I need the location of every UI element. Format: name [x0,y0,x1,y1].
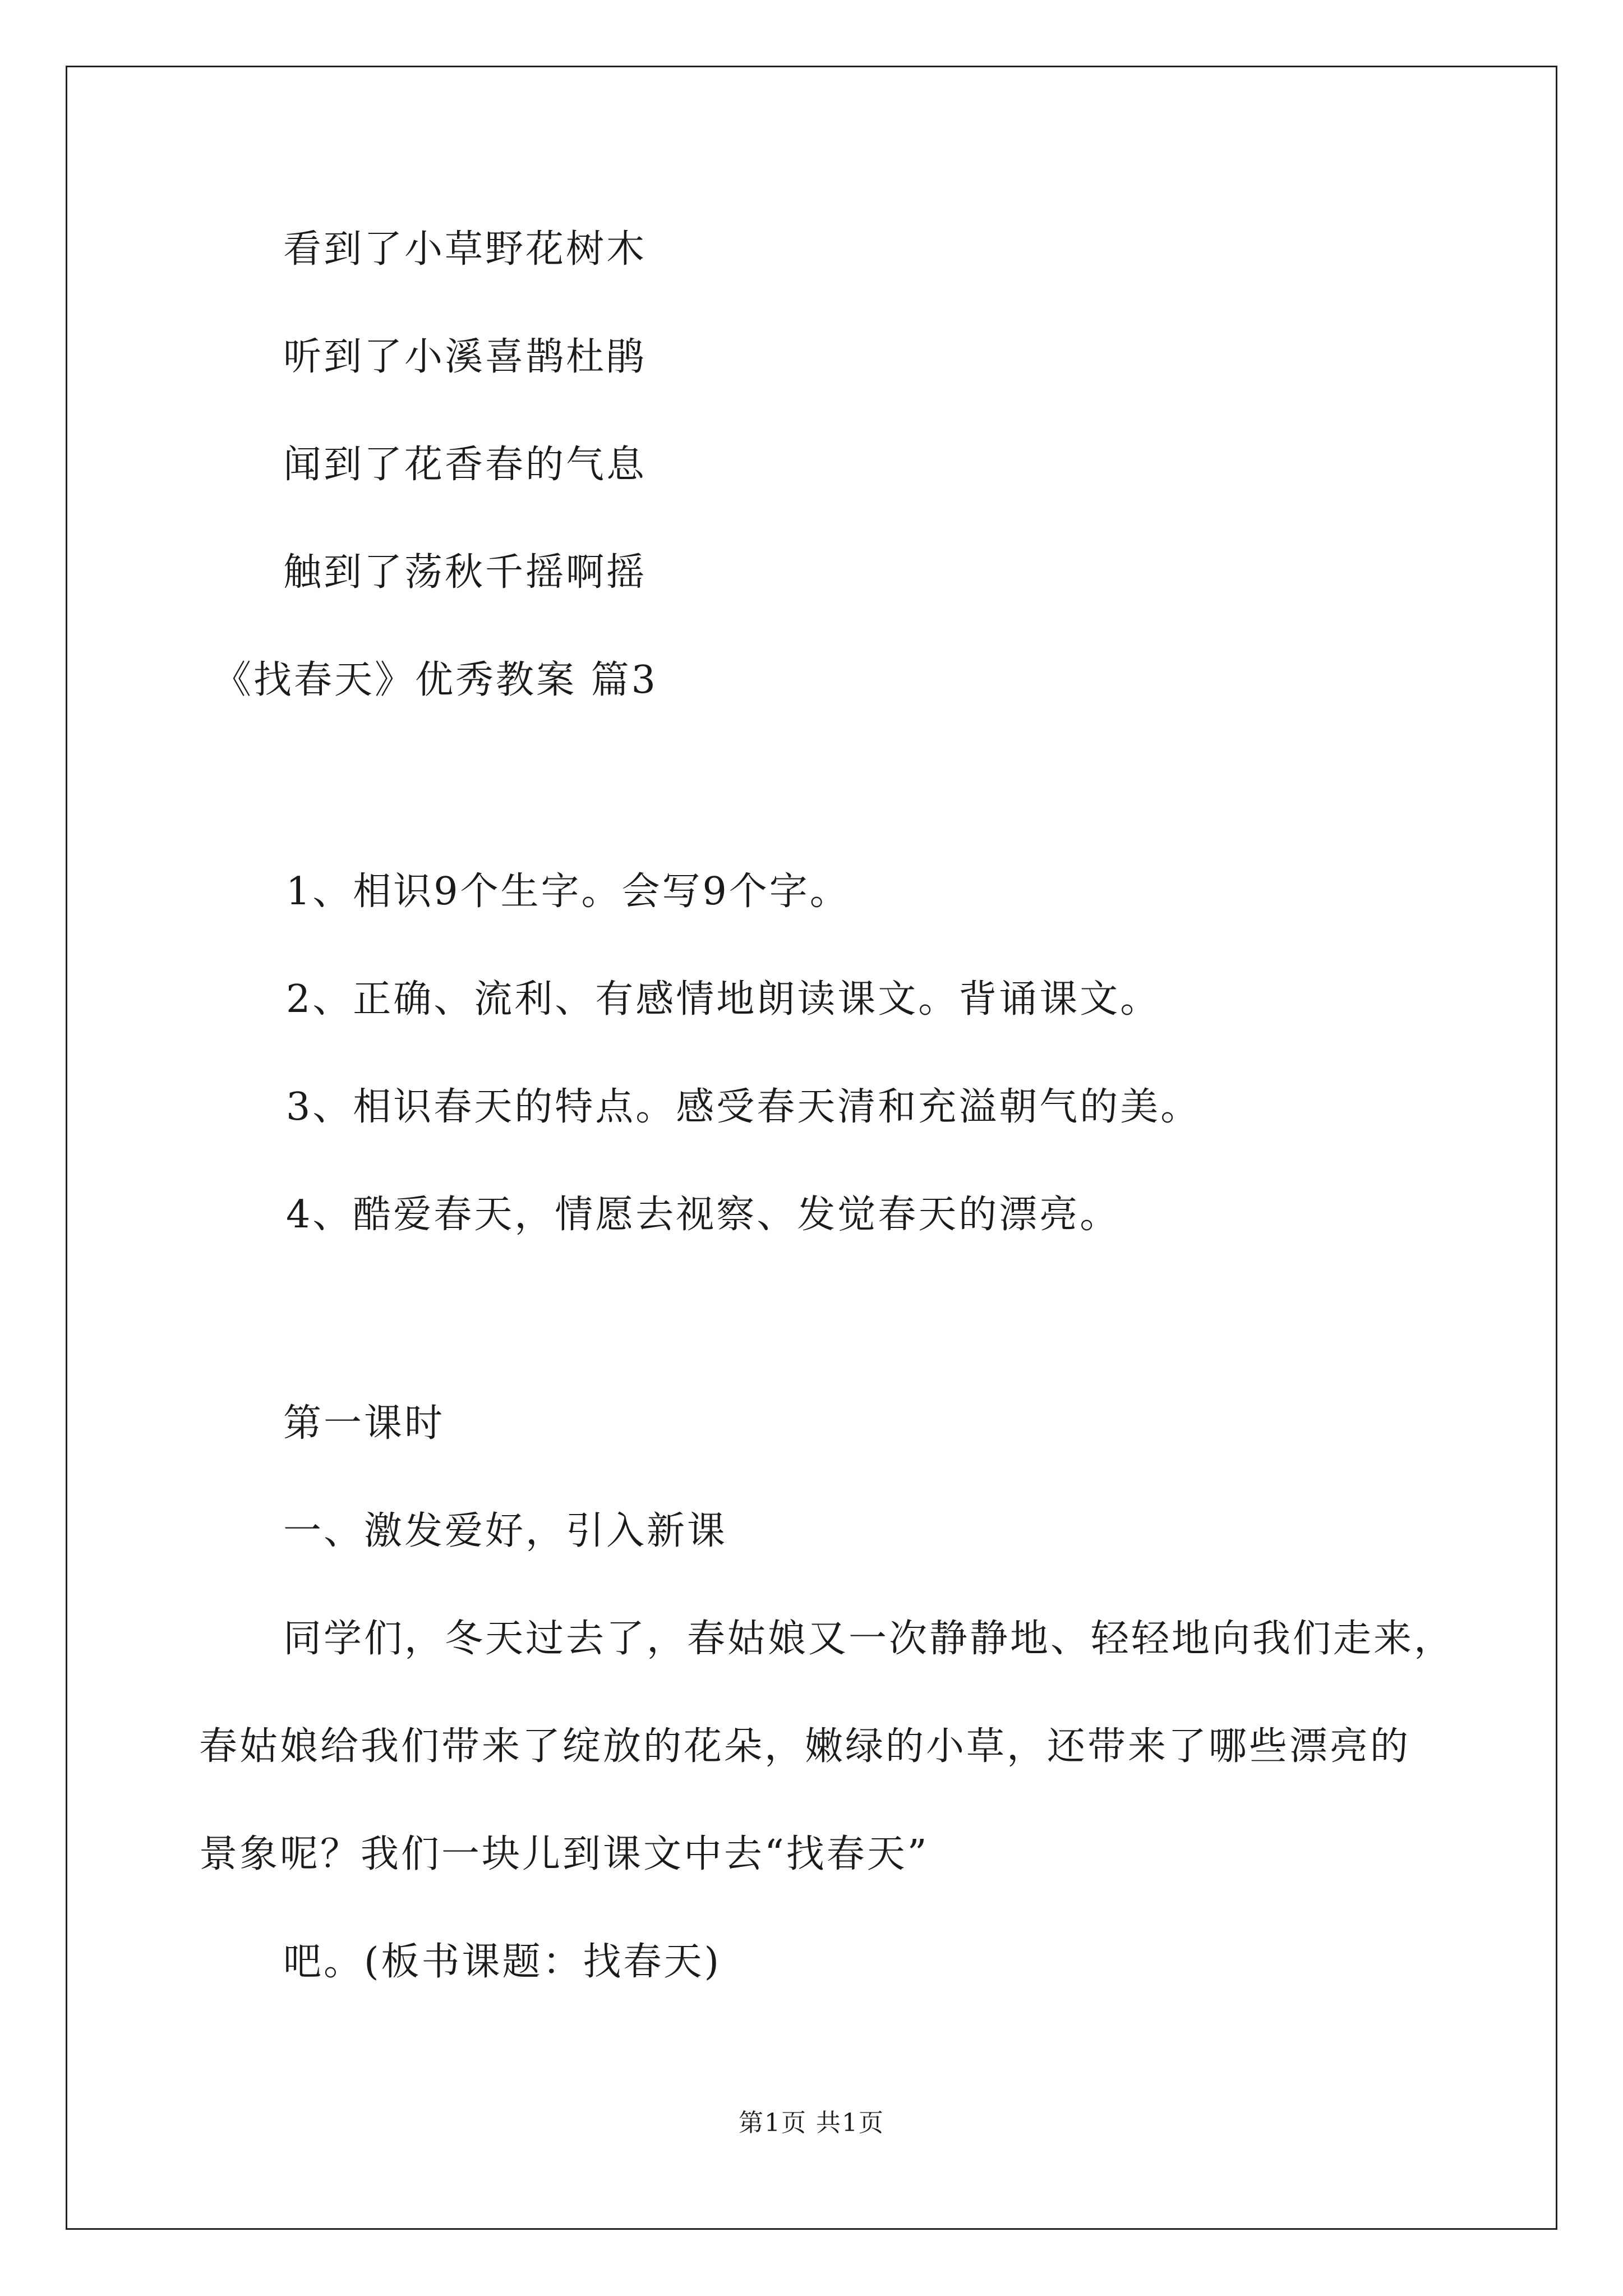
objective-1: 1、相识9个生字。会写9个字。 [286,869,850,914]
step-one-heading: 一、激发爱好，引入新课 [283,1509,728,1553]
objective-3: 3、相识春天的特点。感受春天清和充溢朝气的美。 [286,1085,1201,1129]
page-border [66,66,1557,2230]
section-title: 《找春天》优秀教案 篇3 [213,658,658,702]
lesson-period: 第一课时 [283,1401,445,1446]
paragraph-line-1: 同学们，冬天过去了，春姑娘又一次静静地、轻轻地向我们走来， [283,1617,1455,1661]
page-number-footer: 第1页 共1页 [739,2109,884,2137]
paragraph-line-2: 春姑娘给我们带来了绽放的花朵，嫩绿的小草，还带来了哪些漂亮的 [199,1724,1411,1769]
poem-line-4: 触到了荡秋千摇啊摇 [283,550,647,595]
objective-4: 4、酷爱春天，情愿去视察、发觉春天的漂亮。 [286,1193,1121,1237]
poem-line-2: 听到了小溪喜鹊杜鹃 [283,335,647,379]
poem-line-1: 看到了小草野花树木 [283,227,647,272]
paragraph-closing: 吧。(板书课题：找春天) [283,1940,722,1984]
paragraph-line-3: 景象呢？我们一块儿到课文中去“找春天” [199,1832,929,1876]
objective-2: 2、正确、流利、有感情地朗读课文。背诵课文。 [286,977,1161,1022]
poem-line-3: 闻到了花香春的气息 [283,443,647,487]
